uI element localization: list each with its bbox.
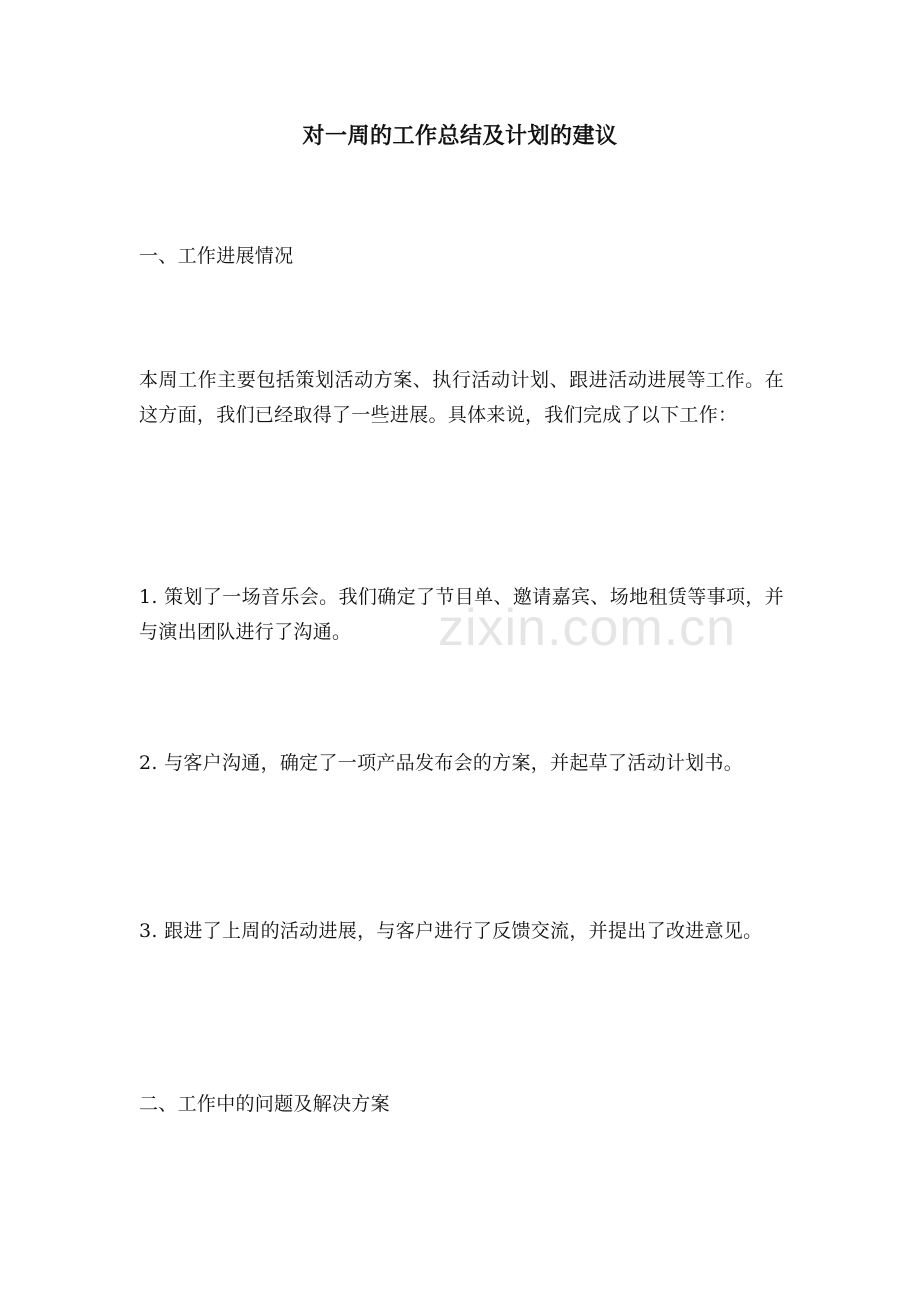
document-title: 对一周的工作总结及计划的建议: [302, 123, 618, 149]
list-item: 2. 与客户沟通，确定了一项产品发布会的方案，并起草了活动计划书。: [139, 752, 744, 774]
progress-paragraph: 本周工作主要包括策划活动方案、执行活动计划、跟进活动进展等工作。在这方面，我们已经取得了一些进展。具体来说，我们完成了以下工作：: [139, 369, 784, 426]
list-item: 3. 跟进了上周的活动进展，与客户进行了反馈交流，并提出了改进意见。: [139, 920, 763, 942]
section-heading-problems: 二、工作中的问题及解决方案: [139, 1093, 390, 1115]
list-item: 1. 策划了一场音乐会。我们确定了节目单、邀请嘉宾、场地租赁等事项，并与演出团队进行了沟通。: [139, 586, 784, 643]
watermark: zixin.com.cn: [438, 599, 737, 657]
section-heading-progress: 一、工作进展情况: [139, 245, 294, 267]
